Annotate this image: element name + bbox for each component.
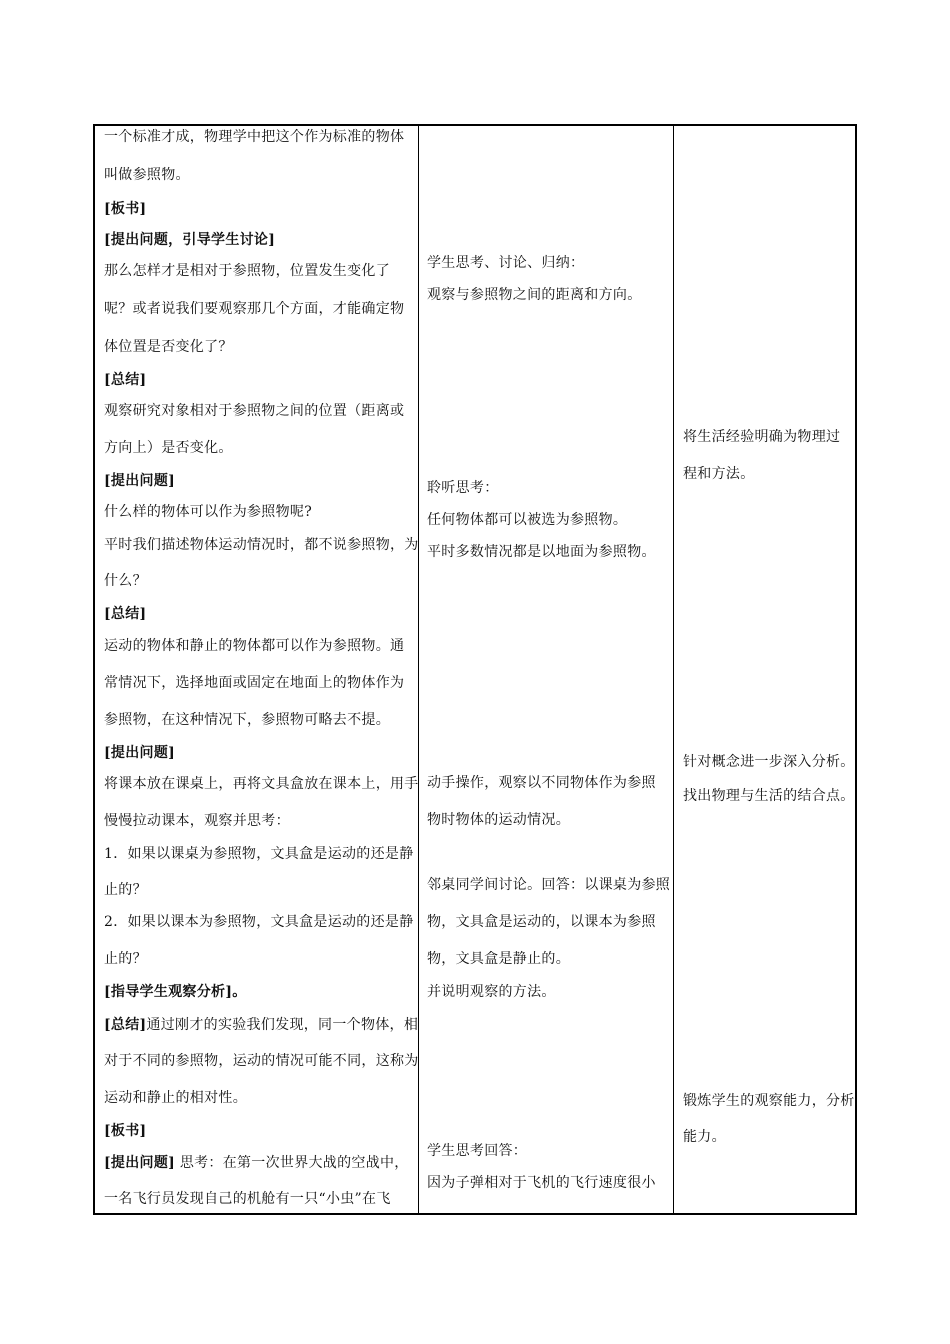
col2-line: 物，文具盒是静止的。 — [427, 951, 570, 967]
col1-line: 对于不同的参照物，运动的情况可能不同，这称为 — [104, 1053, 419, 1069]
col1-heading: [提出问题，引导学生讨论] — [104, 232, 276, 248]
col1-line: [总结]通过刚才的实验我们发现，同一个物体，相 — [104, 1017, 419, 1033]
col1-heading: [提出问题] — [104, 745, 176, 761]
col3-line: 程和方法。 — [683, 466, 755, 482]
col1-heading: [总结] — [104, 606, 147, 622]
col1-line: 常情况下，选择地面或固定在地面上的物体作为 — [104, 675, 405, 691]
col1-line: 运动和静止的相对性。 — [104, 1090, 247, 1106]
question-label: [提出问题] — [104, 1155, 176, 1171]
col1-line: 呢？或者说我们要观察那几个方面，才能确定物 — [104, 301, 405, 317]
col1-line: 2．如果以课本为参照物，文具盒是运动的还是静 — [104, 914, 414, 930]
col3-line: 找出物理与生活的结合点。 — [683, 788, 855, 804]
col1-line: 止的？ — [104, 882, 147, 898]
col2-line: 动手操作，观察以不同物体作为参照 — [427, 775, 656, 791]
col1-line: 叫做参照物。 — [104, 167, 190, 183]
col1-line: 运动的物体和静止的物体都可以作为参照物。通 — [104, 638, 405, 654]
col1-heading: [指导学生观察分析]。 — [104, 984, 247, 1000]
col1-heading: [板书] — [104, 201, 147, 217]
col2-line: 邻桌同学间讨论。回答：以课桌为参照 — [427, 877, 671, 893]
col3-line: 能力。 — [683, 1129, 726, 1145]
summary-label: [总结] — [104, 1017, 147, 1033]
col1-line: 一名飞行员发现自己的机舱有一只“小虫”在飞 — [104, 1191, 391, 1207]
col2-line: 学生思考、讨论、归纳： — [427, 255, 585, 271]
col3-line: 锻炼学生的观察能力，分析 — [683, 1093, 855, 1109]
col3-line: 针对概念进一步深入分析。 — [683, 754, 855, 770]
col2-line: 并说明观察的方法。 — [427, 984, 556, 1000]
col2-line: 学生思考回答： — [427, 1143, 528, 1159]
col1-heading: [提出问题] — [104, 473, 176, 489]
col1-line: 体位置是否变化了？ — [104, 339, 233, 355]
col1-line: 平时我们描述物体运动情况时，都不说参照物，为 — [104, 537, 419, 553]
col1-line: 慢慢拉动课本，观察并思考： — [104, 813, 290, 829]
col2-line: 聆听思考： — [427, 480, 499, 496]
col1-line: 一个标准才成，物理学中把这个作为标准的物体 — [104, 129, 405, 145]
col1-line: 什么样的物体可以作为参照物呢? — [104, 504, 313, 520]
col1-line: 1．如果以课桌为参照物，文具盒是运动的还是静 — [104, 846, 414, 862]
col1-line: 观察研究对象相对于参照物之间的位置（距离或 — [104, 403, 405, 419]
col2-line: 物时物体的运动情况。 — [427, 812, 570, 828]
col1-line: 那么怎样才是相对于参照物，位置发生变化了 — [104, 263, 390, 279]
col2-line: 观察与参照物之间的距离和方向。 — [427, 287, 642, 303]
col1-line: 参照物，在这种情况下，参照物可略去不提。 — [104, 712, 390, 728]
col1-line: [提出问题] 思考：在第一次世界大战的空战中， — [104, 1155, 409, 1171]
col2-line: 因为子弹相对于飞机的飞行速度很小 — [427, 1175, 656, 1191]
col1-line: 什么？ — [104, 573, 147, 589]
col3-line: 将生活经验明确为物理过 — [683, 429, 841, 445]
col1-line: 将课本放在课桌上，再将文具盒放在课本上，用手 — [104, 776, 419, 792]
col2-line: 任何物体都可以被选为参照物。 — [427, 512, 628, 528]
col1-line: 方向上）是否变化。 — [104, 440, 233, 456]
col1-line: 止的？ — [104, 951, 147, 967]
col2-line: 物，文具盒是运动的，以课本为参照 — [427, 914, 656, 930]
column-divider — [418, 126, 419, 1213]
col2-line: 平时多数情况都是以地面为参照物。 — [427, 544, 656, 560]
col1-heading: [总结] — [104, 372, 147, 388]
column-divider — [673, 126, 674, 1213]
col1-heading: [板书] — [104, 1123, 147, 1139]
